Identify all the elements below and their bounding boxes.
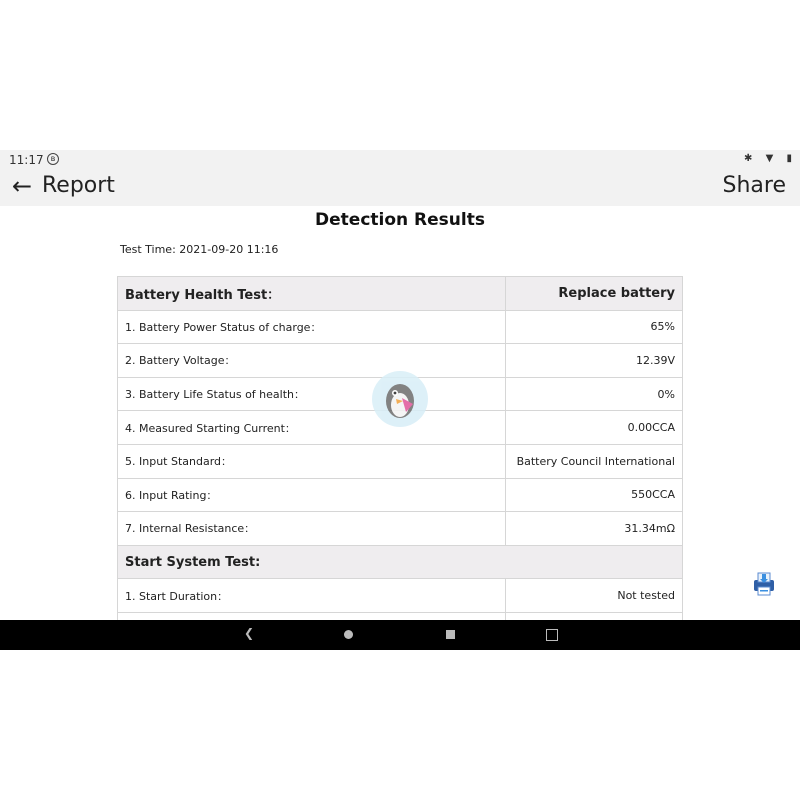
- status-icons: [734, 153, 792, 164]
- back-nav-icon[interactable]: ❮: [244, 626, 255, 640]
- table-row: [118, 478, 683, 512]
- table-row: [118, 444, 683, 478]
- system-nav-bar: [0, 620, 800, 650]
- row-value: 550CCA: [506, 478, 683, 512]
- bluetooth-icon: ✱: [744, 153, 753, 164]
- table-row: [118, 579, 683, 613]
- app-bar: [0, 170, 800, 206]
- home-nav-icon[interactable]: [344, 630, 353, 639]
- results-table: [117, 276, 683, 620]
- back-arrow-icon[interactable]: ←: [12, 172, 33, 200]
- row-value: 0.00CCA: [506, 411, 683, 445]
- wifi-icon: ▼: [765, 153, 774, 164]
- battery-health-header: [118, 277, 683, 311]
- app-screen: [0, 150, 800, 650]
- screenshot-nav-icon[interactable]: [546, 629, 558, 641]
- start-system-header: [118, 545, 683, 579]
- printer-icon[interactable]: [750, 570, 778, 598]
- battery-status: Replace battery: [506, 277, 683, 311]
- table-row: [118, 612, 683, 620]
- row-value: 12.39V: [506, 344, 683, 378]
- section-label: Start System Test:: [118, 545, 683, 579]
- status-bar: [0, 150, 800, 170]
- page-title: Report: [42, 173, 115, 198]
- row-label: 7. Internal Resistance：: [118, 512, 506, 546]
- row-label: 1. Battery Power Status of charge：: [118, 310, 506, 344]
- row-value: Not tested: [506, 579, 683, 613]
- table-row: [118, 512, 683, 546]
- row-label: 3. Battery Life Status of health：: [118, 377, 506, 411]
- row-label: [118, 612, 506, 620]
- row-label: 5. Input Standard：: [118, 444, 506, 478]
- row-value: 0%: [506, 377, 683, 411]
- recents-nav-icon[interactable]: [446, 630, 455, 639]
- row-value: Battery Council International: [506, 444, 683, 478]
- row-value: 31.34mΩ: [506, 512, 683, 546]
- row-label: 4. Measured Starting Current：: [118, 411, 506, 445]
- table-row: [118, 310, 683, 344]
- penguin-watermark-icon: [372, 371, 428, 427]
- row-label: 1. Start Duration：: [118, 579, 506, 613]
- section-label: Battery Health Test：: [118, 277, 506, 311]
- share-button[interactable]: Share: [722, 173, 786, 198]
- row-label: 6. Input Rating：: [118, 478, 506, 512]
- battery-icon: ▮: [786, 153, 792, 164]
- row-value: [506, 612, 683, 620]
- row-label: 2. Battery Voltage：: [118, 344, 506, 378]
- row-value: 65%: [506, 310, 683, 344]
- bluetooth-circle-icon: ʙ: [47, 153, 59, 165]
- report-title: Detection Results: [315, 210, 485, 230]
- status-time: 11:17: [9, 153, 44, 167]
- test-time: Test Time: 2021-09-20 11:16: [120, 243, 279, 256]
